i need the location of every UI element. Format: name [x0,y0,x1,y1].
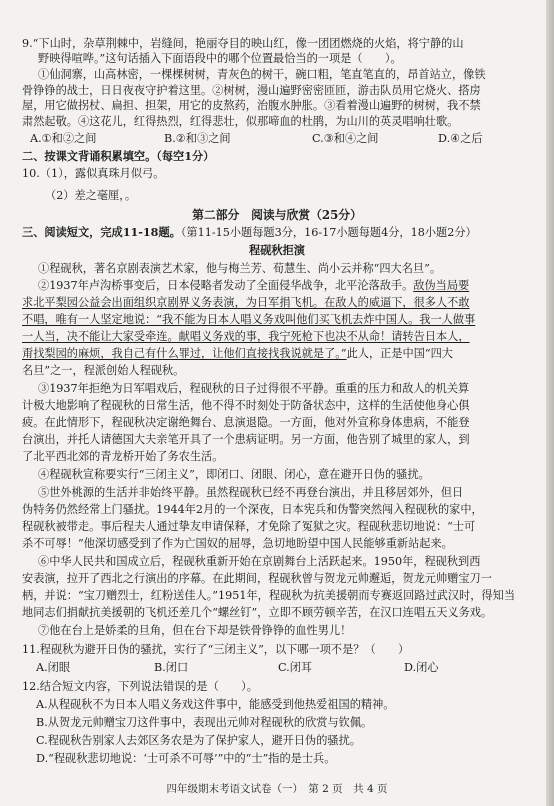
para6-line4: 地同志们捐献抗美援朝的飞机还差几个“螺丝钉”，立即不顾劳顿辛苦，在汉口连唱五天义务戏。 [22,606,493,619]
para2-line5-text: 此人，正是中国“四大 [346,347,453,360]
q11-option-a[interactable]: A.闭眼 [36,661,71,674]
q9-option-a[interactable]: A.①和②之间 [30,132,97,145]
q12-option-c[interactable]: C.程砚秋告别家人去郊区务农是为了保护家人，避开日伪的骚扰。 [36,734,361,747]
section3-title-line [22,225,542,240]
q9-passage-line4: 肃然起敬。④这花儿，红得热烈，红得悲壮，似那啼血的杜鹃，为山川的英灵唱响壮歌。 [22,115,459,128]
para2-line6: 名旦”之一，程派创始人程砚秋。 [22,364,185,377]
para3-line1: ③1937年拒绝为日军唱戏后，程砚秋的日子过得很不平静。重重的压力和敌人的机关算 [38,382,470,395]
q9-passage-line3: 屋，用它做拐杖、扁担、担架，用它的皮熬药，治腹水肿胀。③看着漫山遍野的树树，我不禁 [22,99,481,112]
para2-line5-underlined: 甭找梨园的麻烦，我自己有什么罪过，让他们直接找我说就是了。” [22,347,347,360]
q9-stem-line1: 9.“下山时，杂草荆棘中，岩缝间，艳丽夺目的映山红，像一团团燃烧的火焰，将宁静的山 [22,37,464,50]
q11-option-c[interactable]: C.闭耳 [278,661,313,674]
para2-line1-text: ②1937年卢沟桥事变后，日本侵略者发动了全面侵华战争，北平沦落敌手。 [38,279,414,292]
para2-line4: 一人当，决不能让大家受牵连。献唱义务戏的事，我宁死枪下也决不从命！请转告日本人， [22,330,470,343]
q9-option-c[interactable]: C.③和④之间 [312,132,379,145]
para5-line2: 伪特务仍然经常上门骚扰。1944年2月的一个深夜，日本宪兵和伪警突然闯入程砚秋的家中， [22,503,483,516]
q12-option-a[interactable]: A.从程砚秋不为日本人唱义务戏这件事中，能感受到他热爱祖国的精神。 [36,698,395,711]
para3-line3: 疲。在此情形下，程砚秋决定谢绝舞台、息演退隐。一方面，他对外宣称身体患病，不能登 [22,416,470,429]
section3-title: 三、阅读短文，完成11-18题。 [22,225,181,239]
para2-line1 [38,278,548,293]
q9-stem-line2: 野映得喧哗。”这句话插入下面语段中的哪个位置最恰当的一项是（ ）。 [38,52,402,65]
para3-line4: 台演出，并托人请德国大夫亲笔开具了一个患病证明。另一方面，他告别了城里的家人，到 [22,433,470,446]
para2-line3: 不唱，唯有一人坚定地说：“我不能为日本人唱义务戏叫他们买飞机去炸中国人。我一人做事 [22,313,476,326]
para5-line3: 程砚秋被带走。事后程夫人通过挚友申请保释，才免除了冤狱之灾。程砚秋悲切地说：“士可 [22,520,476,533]
para3-line2: 计极大地影响了程砚秋的日常生活，他不得不时刻处于防备状态中，这样的生活使他身心俱 [22,399,470,412]
q9-options [30,131,540,146]
para1-line1: ①程砚秋，著名京剧表演艺术家，他与梅兰芳、荀慧生、尚小云并称“四大名旦”。 [38,262,442,275]
q9-passage-line1: ①仙洞寨，山高林密，一棵棵树树，青灰色的树干，碗口粗，笔直笔直的，昂首站立，像铁 [38,68,486,81]
q10-1-prefix: 10.（1） [22,167,64,180]
q12-stem: 12.结合短文内容，下列说法错误的是（ ）。 [22,680,258,693]
para7-line1: ⑦他在台上是娇柔的旦角，但在台下却是铁骨铮铮的血性男儿！ [38,624,352,637]
section3-note: （第11-15小题每题3分，16-17小题每题4分，18小题2分） [180,226,477,239]
q10-2 [45,188,505,203]
para6-line1: ⑥中华人民共和国成立后，程砚秋重新开始在京剧舞台上活跃起来。1950年，程砚秋到西 [38,555,481,568]
q9-option-b[interactable]: B.②和③之间 [164,132,231,145]
q12-option-b[interactable]: B.从贺龙元帅赠宝刀这件事中，表现出元帅对程砚秋的欣赏与钦佩。 [36,716,373,729]
para2-line1-underlined: 敌伪当局要 [413,279,470,292]
q10-2-suffix: 。 [124,189,137,202]
q11-stem: 11.程砚秋为避开日伪的骚扰，实行了“三闭主义”，以下哪一项不是？（ ） [22,643,410,656]
q10-1 [22,166,502,181]
page-footer: 四年级期末考语文试卷（一） 第 2 页 共 4 页 [166,783,388,795]
para5-line1: ⑤世外桃源的生活并非始终平静。虽然程砚秋已经不再登台演出，并且移居郊外，但日 [38,486,464,499]
para5-line4: 杀不可辱！”他深切感受到了作为亡国奴的屈辱，急切地盼望中国人民能够重新站起来。 [22,537,453,550]
para2-line2: 求北平梨园公益会出面组织京剧界义务表演，为日军捐飞机。在敌人的威逼下，很多人不敢 [22,296,470,309]
part2-title: 第二部分 阅读与欣赏（25分） [192,208,362,222]
para6-line3: 柄，并说：“宝刀赠烈士，红粉送佳人。”1951年，程砚秋为抗美援朝而专赛返回路过武汉时，得知当 [22,589,516,602]
section2-title: 二、按课文背诵积累填空。（每空1分） [22,149,215,163]
para6-line2: 安表演，拉开了西北之行演出的序幕。在此期间，程砚秋曾与贺龙元帅邂逅，贺龙元帅赠宝刀一 [22,572,492,585]
q11-options [36,660,536,675]
q11-option-b[interactable]: B.闭口 [154,661,189,674]
q12-option-d[interactable]: D.“程砚秋悲切地说：‘士可杀不可辱’”中的“士”指的是士兵。 [36,752,336,765]
q9-passage-line2: 骨铮铮的战士，日日夜夜守护着这里。②树树，漫山遍野密密匝匝，游击队员用它烧火、搭房 [22,84,481,97]
q10-2-prefix: （2）差之毫厘， [45,189,125,202]
para3-line5: 了北平西北郊的青龙桥开始了务农生活。 [22,450,224,463]
q11-option-d[interactable]: D.闭心 [404,661,439,674]
q10-1-suffix: ，露似真珠月似弓。 [63,167,165,180]
article-title: 程砚秋拒演 [249,243,305,257]
page-edge-shadow [546,0,554,806]
q9-option-d[interactable]: D.④之后 [438,132,483,145]
para4-line1: ④程砚秋宣称要实行“三闭主义”，即闭口、闭眼、闭心，意在避开日伪的骚扰。 [38,468,430,481]
para2-line5 [22,346,547,361]
